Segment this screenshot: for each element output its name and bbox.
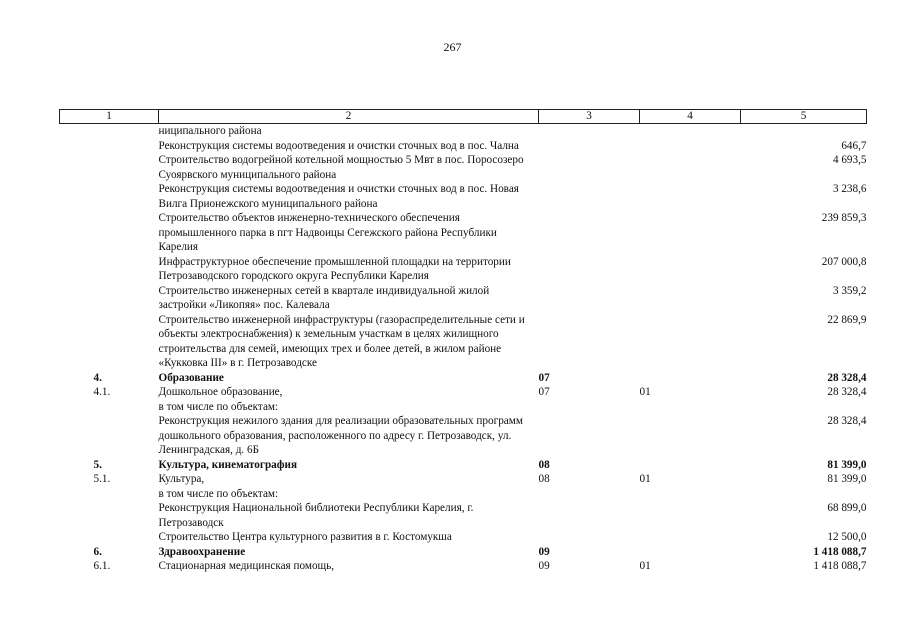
row-subsection-code [640,211,741,255]
row-amount: 28 328,4 [827,371,867,384]
table-row [60,414,867,458]
row-number [60,472,159,501]
row-name [159,545,539,560]
header-col-1: 1 [60,110,159,124]
row-number [60,414,159,458]
row-section-code [539,211,640,255]
header-col-2: 2 [159,110,539,124]
row-subsection-code [640,458,741,473]
row-name-text: Реконструкция системы водоотведения и очистки сточных вод в пос. Новая Вилга Прионежского муниципального района [158,183,519,210]
row-name [159,284,539,313]
row-name [159,182,539,211]
row-subsection-code [640,414,741,458]
row-section-code [539,255,640,284]
row-number [60,124,159,139]
section-row [60,545,867,560]
row-section-code [539,313,640,371]
row-name [159,385,539,414]
row-name-note: в том числе по объектам: [158,400,279,413]
budget-table [59,109,867,574]
row-number [60,255,159,284]
row-amount: 68 899,0 [827,502,867,514]
row-section-code [539,284,640,313]
row-number [60,313,159,371]
row-name-text: Строительство инженерной инфраструктуры (газораспределительные сети и объекты электроснабжения) к земельным участкам в целях жилищного строительства для семей, имеющих трех и более детей, в жилом районе «Кукковка III» в г. Петрозаводске [158,313,525,369]
table-row [60,182,867,211]
header-row [60,110,867,124]
row-name-text: Строительство объектов инженерно-технического обеспечения промышленного парка в пгт Надвоицы Сегежского района Республики Карелия [158,212,497,253]
row-number [60,284,159,313]
row-section-code [539,530,640,545]
row-name [159,153,539,182]
row-name-text: Дошкольное образование, [158,386,283,398]
table-body [60,124,867,574]
row-subsection-code: 01 [639,560,651,572]
row-name-text: Культура, [158,473,205,485]
row-amount: 12 500,0 [827,531,867,543]
row-name-text: ниципального района [158,125,262,137]
row-subsection-code: 01 [639,386,651,398]
table-header [60,110,867,124]
row-subsection-code: 01 [639,473,651,485]
row-number [60,211,159,255]
page-number: 267 [443,40,462,54]
table-row [60,530,867,545]
row-name [159,458,539,473]
subsection-row [60,385,867,414]
row-section-code: 07 [538,371,550,384]
row-name-text: Образование [158,371,224,384]
row-name-text: Реконструкция нежилого здания для реализации образовательных программ дошкольного образования, расположенного по адресу г. Петрозаводск, ул. Ленинградская, д. 6Б [158,415,523,456]
row-subsection-code [640,153,741,182]
row-name [159,211,539,255]
row-number [60,501,159,530]
subsection-row [60,472,867,501]
row-amount: 22 869,9 [827,313,867,326]
row-number [60,385,159,414]
row-section-code [539,153,640,182]
row-amount: 1 418 088,7 [813,545,867,558]
row-subsection-code [640,284,741,313]
row-subsection-code [640,139,741,154]
row-amount: 4 693,5 [832,154,867,166]
row-subsection-code [640,371,741,386]
section-row [60,371,867,386]
row-number [60,153,159,182]
table-row [60,284,867,313]
row-amount: 3 359,2 [832,284,867,297]
row-number [60,458,159,473]
row-amount: 646,7 [841,139,867,152]
row-name [159,414,539,458]
row-amount: 28 328,4 [827,386,867,398]
row-subsection-code [640,313,741,371]
row-section-code: 08 [538,458,550,471]
row-name [159,559,539,574]
row-name-text: Строительство Центра культурного развития в г. Костомукша [158,531,452,543]
table-row [60,124,867,139]
row-name-note: в том числе по объектам: [158,487,279,500]
row-subsection-code [640,182,741,211]
row-name-text: Строительство инженерных сетей в квартале индивидуальной жилой застройки «Ликопяя» пос. Калевала [158,284,490,311]
row-section-code [539,139,640,154]
table-row [60,211,867,255]
row-name [159,139,539,154]
row-number-text: 6. [93,545,102,558]
row-name-text: Инфраструктурное обеспечение промышленной площадки на территории Петрозаводского городского округа Республики Карелия [158,255,511,282]
row-number-text: 4. [93,371,102,384]
row-number-text: 4.1. [93,386,111,398]
row-number [60,530,159,545]
table-row [60,313,867,371]
row-section-code [539,124,640,139]
row-section-code: 08 [538,473,550,485]
row-section-code: 09 [538,560,550,572]
row-name [159,472,539,501]
row-subsection-code [640,255,741,284]
row-number-text: 5. [93,458,102,471]
row-subsection-code [640,124,741,139]
row-number-text: 5.1. [93,473,111,485]
row-amount: 239 859,3 [821,212,867,224]
row-amount: 3 238,6 [832,183,867,195]
row-subsection-code [640,501,741,530]
row-section-code [539,501,640,530]
row-amount: 207 000,8 [821,255,867,268]
row-amount: 28 328,4 [827,415,867,427]
table-row [60,139,867,154]
header-col-3: 3 [539,110,640,124]
header-col-5: 5 [741,110,867,124]
row-name-text: Здравоохранение [158,545,246,558]
table-row [60,501,867,530]
row-subsection-code [640,530,741,545]
row-number [60,545,159,560]
row-section-code [539,182,640,211]
row-number [60,559,159,574]
row-name [159,501,539,530]
row-amount: 1 418 088,7 [813,560,867,572]
row-amount: 81 399,0 [827,473,867,485]
row-amount [741,124,867,139]
table-row [60,153,867,182]
row-name-text: Реконструкция Национальной библиотеки Республики Карелия, г. Петрозаводск [158,502,474,529]
row-section-code [539,414,640,458]
row-name [159,530,539,545]
row-section-code: 07 [538,386,550,398]
row-name [159,313,539,371]
row-number [60,182,159,211]
section-row [60,458,867,473]
row-name-text: Реконструкция системы водоотведения и очистки сточных вод в пос. Чална [158,139,519,152]
row-section-code: 09 [538,545,550,558]
row-number [60,371,159,386]
row-name-text: Строительство водогрейной котельной мощностью 5 Мвт в пос. Поросозеро Суоярвского муниципального района [158,154,524,181]
header-col-4: 4 [640,110,741,124]
subsection-row [60,559,867,574]
row-name [159,124,539,139]
row-name [159,255,539,284]
row-name-text: Стационарная медицинская помощь, [158,560,335,572]
row-amount: 81 399,0 [827,458,867,471]
row-number-text: 6.1. [93,560,111,572]
row-name [159,371,539,386]
table-row [60,255,867,284]
row-subsection-code [640,545,741,560]
row-name-text: Культура, кинематография [158,458,297,471]
row-number [60,139,159,154]
